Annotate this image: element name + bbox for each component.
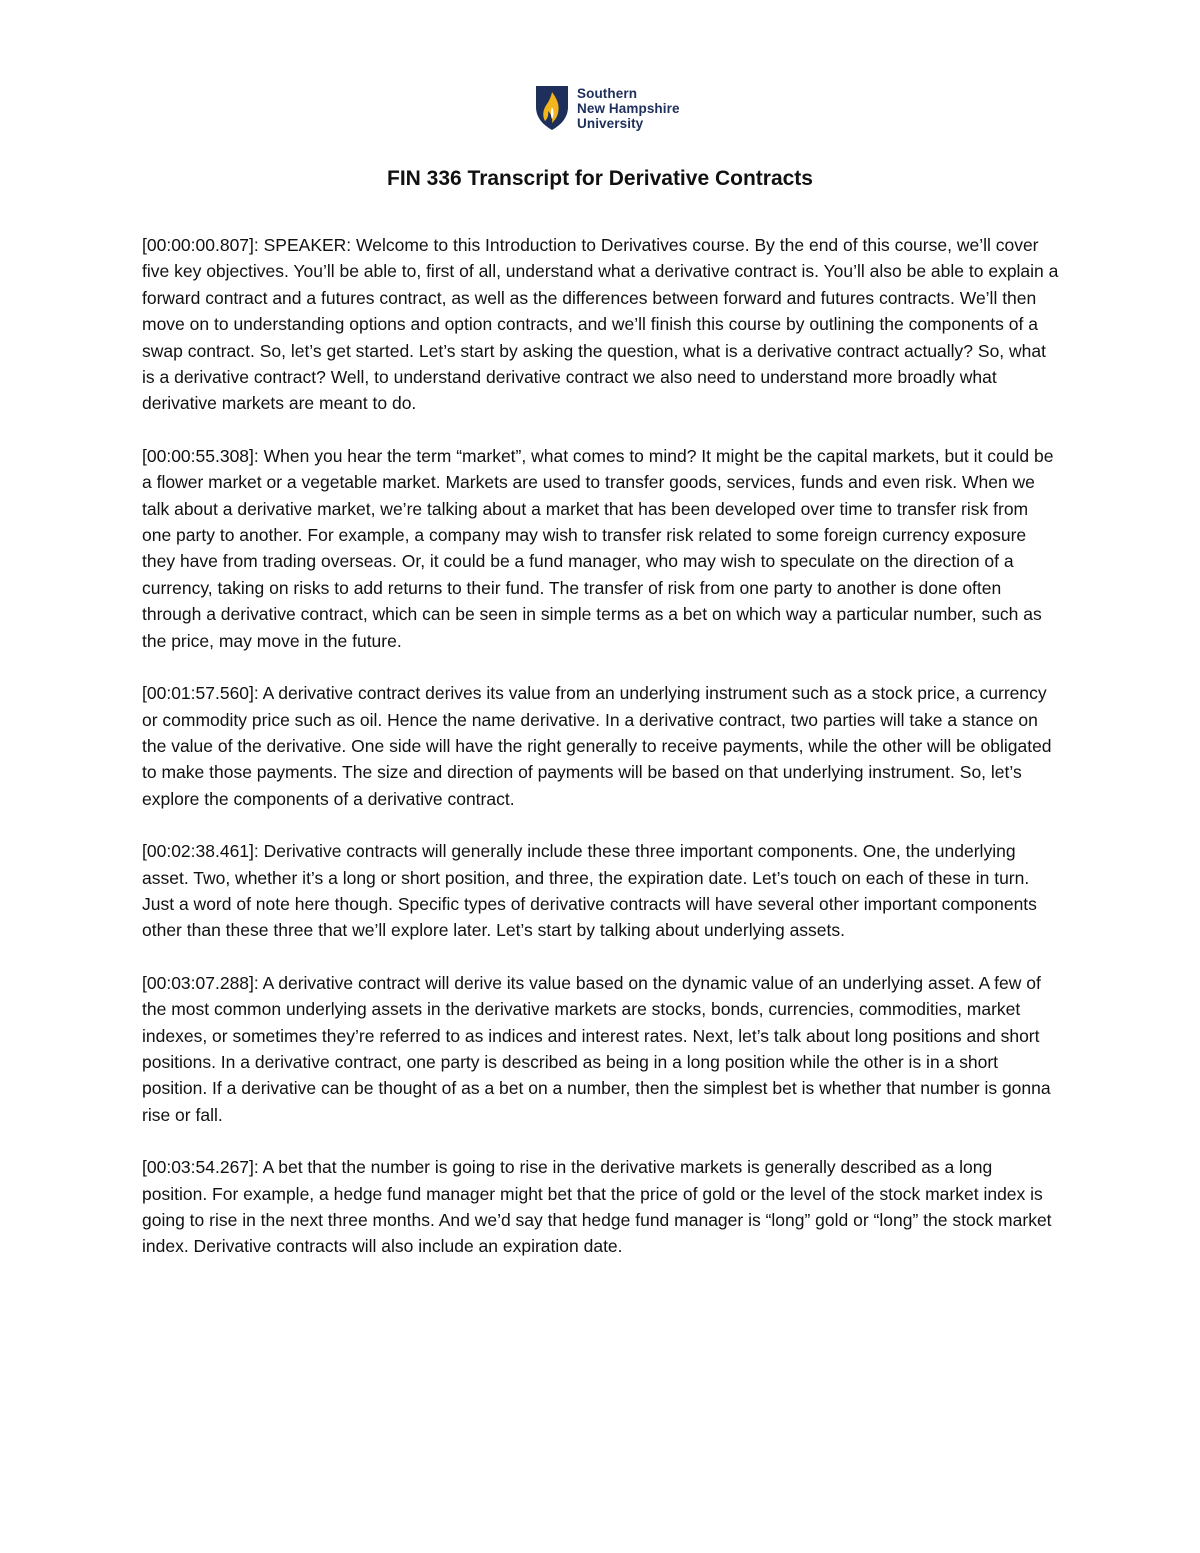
document-title: FIN 336 Transcript for Derivative Contracts — [387, 167, 813, 190]
transcript-paragraph-4: [00:02:38.461]: Derivative contracts will generally include these three important components. One, the underlying asset. Two, whether it’s a long or short position, and three, the expiration date. Let’s touch on each of these in turn. Just a word of note here though. Specific types of derivative contracts will have several other important components other than these three that we’ll explore later. Let’s start by talking about underlying assets. — [142, 841, 1037, 941]
transcript-paragraph-2: [00:00:55.308]: When you hear the term “market”, what comes to mind? It might be the capital markets, but it could be a flower market or a vegetable market. Markets are used to transfer goods, services, funds and even risk. When we talk about a derivative market, we’re talking about a market that has been developed over time to transfer risk from one party to another. For example, a company may wish to transfer risk related to some foreign currency exposure they have from trading overseas. Or, it could be a fund manager, who may wish to speculate on the direction of a currency, taking on risks to add returns to their fund. The transfer of risk from one party to another is done often through a derivative contract, which can be seen in simple terms as a bet on which way a particular number, such as the price, may move in the future. — [142, 445, 1054, 651]
transcript-paragraph-1: [00:00:00.807]: SPEAKER: Welcome to this Introduction to Derivatives course. By the end of this course, we’ll cover five key objectives. You’ll be able to, first of all, understand what a derivative contract is. You’ll also be able to explain a forward contract and a futures contract, as well as the differences between forward and futures contracts. We’ll then move on to understanding options and option contracts, and we’ll finish this course by outlining the components of a swap contract. So, let’s get started. Let’s start by asking the question, what is a derivative contract actually? So, what is a derivative contract? Well, to understand derivative contract we also need to understand more broadly what derivative markets are meant to do. — [142, 235, 1059, 414]
transcript-paragraph-3: [00:01:57.560]: A derivative contract derives its value from an underlying instrument such as a stock price, a currency or commodity price such as oil. Hence the name derivative. In a derivative contract, two parties will take a stance on the value of the derivative. One side will have the right generally to receive payments, while the other will be obligated to make those payments. The size and direction of payments will be based on that underlying instrument. So, let’s explore the components of a derivative contract. — [142, 683, 1052, 809]
logo-line-1: Southern — [577, 85, 638, 101]
transcript-paragraph-5: [00:03:07.288]: A derivative contract will derive its value based on the dynamic value of an underlying asset. A few of the most common underlying assets in the derivative markets are stocks, bonds, currencies, commodities, market indexes, or sometimes they’re referred to as indices and interest rates. Next, let’s talk about long positions and short positions. In a derivative contract, one party is described as being in a long position while the other is in a short position. If a derivative can be thought of as a bet on a number, then the simplest bet is whether that number is gonna rise or fall. — [142, 972, 1051, 1125]
transcript-paragraph-6: [00:03:54.267]: A bet that the number is going to rise in the derivative markets is generally described as a long position. For example, a hedge fund manager might bet that the price of gold or the level of the stock market index is going to rise in the next three months. And we’d say that hedge fund manager is “long” gold or “long” the stock market index. Derivative contracts will also include an expiration date. — [142, 1157, 1052, 1257]
transcript-body — [142, 232, 1060, 1286]
logo-line-3: University — [577, 115, 644, 131]
snhu-logo — [535, 84, 705, 132]
shield-flame-icon — [535, 85, 569, 131]
logo-wordmark — [577, 86, 680, 131]
logo-line-2: New Hampshire — [577, 100, 680, 116]
